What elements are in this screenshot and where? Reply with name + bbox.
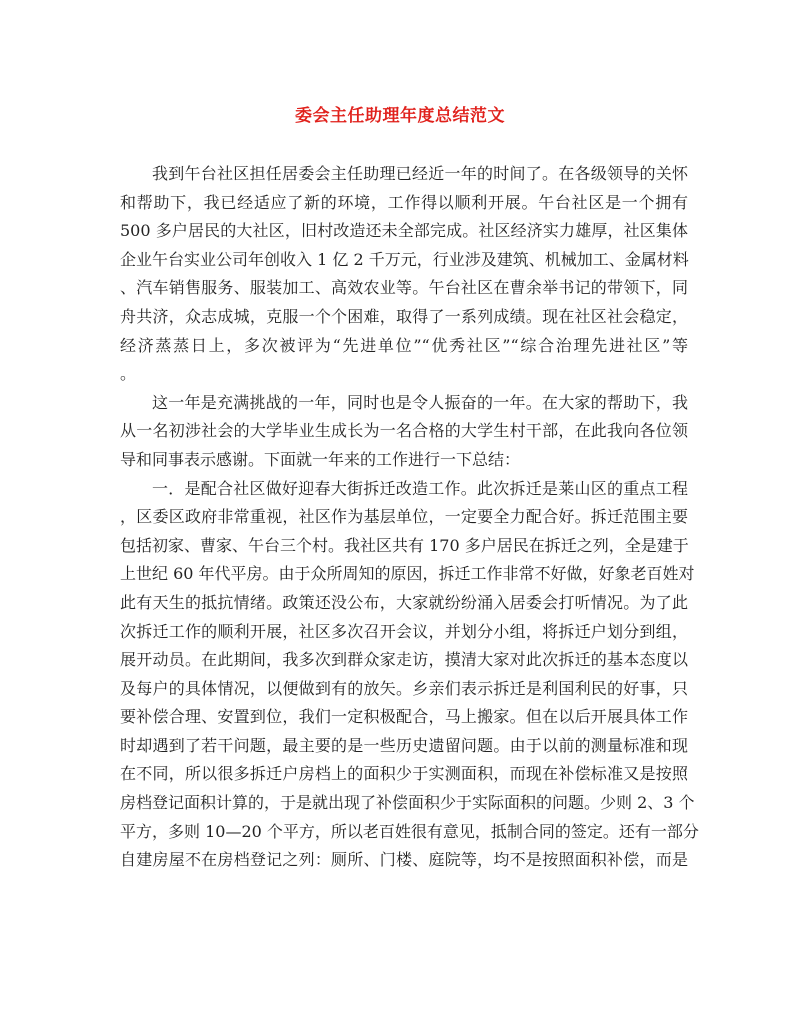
text-line: 。 — [120, 364, 137, 384]
text-line: 、汽车销售服务、服装加工、高效农业等。午台社区在曹余举书记的带领下，同 — [120, 278, 688, 298]
text-line: 在不同，所以很多拆迁户房档上的面积少于实测面积，而现在补偿标准又是按照 — [120, 764, 688, 784]
text-line: 这一年是充满挑战的一年，同时也是令人振奋的一年。在大家的帮助下，我 — [152, 392, 688, 412]
text-line: 500 多户居民的大社区，旧村改造还未全部完成。社区经济实力雄厚，社区集体 — [120, 221, 688, 241]
text-line: 及每户的具体情况，以便做到有的放矢。乡亲们表示拆迁是利国利民的好事，只 — [120, 678, 688, 698]
text-line: 自建房屋不在房档登记之列：厕所、门楼、庭院等，均不是按照面积补偿，而是 — [120, 850, 688, 870]
text-line: 上世纪 60 年代平房。由于众所周知的原因，拆迁工作非常不好做，好象老百姓对 — [120, 564, 695, 584]
text-line: 导和同事表示感谢。下面就一年来的工作进行一下总结： — [120, 449, 521, 469]
text-line: 房档登记面积计算的，于是就出现了补偿面积少于实际面积的问题。少则 2、3 个 — [120, 793, 695, 813]
text-line: 展开动员。在此期间，我多次到群众家走访，摸清大家对此次拆迁的基本态度以 — [120, 650, 688, 670]
text-line: 时却遇到了若干问题，最主要的是一些历史遗留问题。由于以前的测量标准和现 — [120, 735, 688, 755]
text-line: 包括初家、曹家、午台三个村。我社区共有 170 多户居民在拆迁之列，全是建于 — [120, 535, 689, 555]
text-line: 要补偿合理、安置到位，我们一定积极配合，马上搬家。但在以后开展具体工作 — [120, 707, 688, 727]
text-line: 一．是配合社区做好迎春大街拆迁改造工作。此次拆迁是莱山区的重点工程 — [152, 478, 688, 498]
text-line: 次拆迁工作的顺利开展，社区多次召开会议，并划分小组，将拆迁户划分到组， — [120, 621, 688, 641]
text-line: 我到午台社区担任居委会主任助理已经近一年的时间了。在各级领导的关怀 — [152, 164, 688, 183]
text-line: 经济蒸蒸日上，多次被评为“先进单位”“优秀社区”“综合治理先进社区”等 — [120, 335, 688, 355]
text-line: ，区委区政府非常重视，社区作为基层单位，一定要全力配合好。拆迁范围主要 — [120, 507, 688, 527]
text-line: 企业午台实业公司年创收入 1 亿 2 千万元，行业涉及建筑、机械加工、金属材料 — [120, 249, 689, 269]
document-title: 委会主任助理年度总结范文 — [295, 106, 505, 126]
text-line: 舟共济，众志成城，克服一个个困难，取得了一系列成绩。现在社区社会稳定， — [120, 306, 688, 326]
document-body — [120, 160, 699, 875]
text-line: 平方，多则 10—20 个平方，所以老百姓很有意见，抵制合同的签定。还有一部分 — [120, 821, 699, 841]
text-line: 从一名初涉社会的大学毕业生成长为一名合格的大学生村干部，在此我向各位领 — [120, 421, 688, 441]
text-line: 此有天生的抵抗情绪。政策还没公布，大家就纷纷涌入居委会打听情况。为了此 — [120, 592, 688, 612]
text-line: 和帮助下，我已经适应了新的环境，工作得以顺利开展。午台社区是一个拥有 — [120, 192, 688, 212]
